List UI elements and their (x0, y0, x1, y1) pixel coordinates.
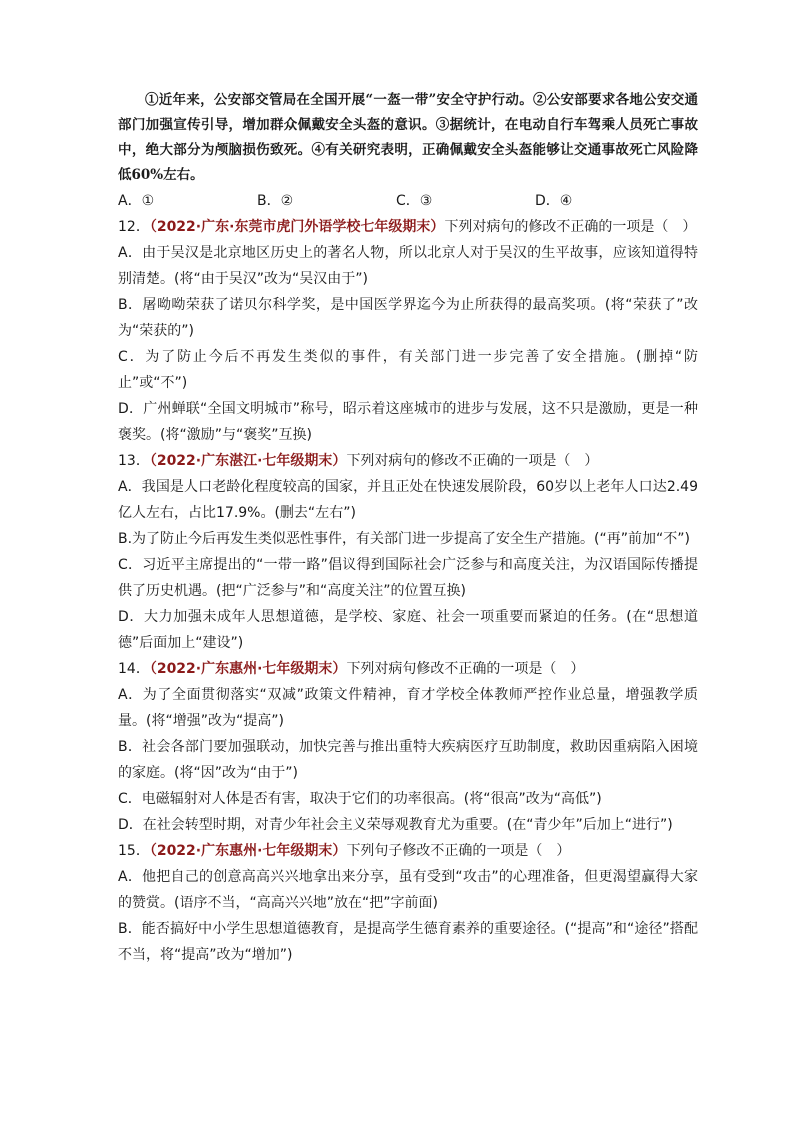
q11-options (118, 188, 698, 214)
option-d: D．大力加强未成年人思想道德，是学校、家庭、社会一项重要而紧迫的任务。(在“思想道德”后面加上“建设”) (118, 609, 698, 651)
question-14 (118, 656, 698, 838)
question-15 (118, 838, 698, 968)
question-source: （2022·广东·东莞市虎门外语学校七年级期末） (149, 219, 445, 235)
q11-option-b: B．② (257, 193, 294, 209)
option-b: B.为了防止今后再发生类似恶性事件，有关部门进一步提高了安全生产措施。(“再”前加“不”) (118, 531, 690, 547)
option-b: B．社会各部门要加强联动，加快完善与推出重特大疾病医疗互助制度，救助因重病陷入困境的家庭。(将“因”改为“由于”) (118, 739, 698, 781)
question-prompt: 下列句子修改不正确的一项是（ ） (346, 843, 571, 859)
question-source: （2022·广东湛江·七年级期末） (149, 453, 347, 469)
question-stem (118, 838, 698, 864)
option-c: C．电磁辐射对人体是否有害，取决于它们的功率很高。(将“很高”改为“高低”) (118, 791, 602, 807)
question-number: 15． (118, 843, 150, 859)
option-a: A．由于吴汉是北京地区历史上的著名人物，所以北京人对于吴汉的生平故事，应该知道得特别清楚。(将“由于吴汉”改为“吴汉由于”) (118, 245, 698, 287)
question-13 (118, 448, 698, 656)
question-prompt: 下列对病句的修改不正确的一项是（ ） (444, 219, 697, 235)
option-b: B．能否搞好中小学生思想道德教育，是提高学生德育素养的重要途径。(“提高”和“途径”搭配不当，将“提高”改为“增加”) (118, 921, 698, 963)
question-number: 14． (118, 661, 150, 677)
option-c: C．为了防止今后不再发生类似的事件，有关部门进一步完善了安全措施。(删掉“防止”或“不”) (118, 349, 698, 391)
option-d: D．广州蝉联“全国文明城市”称号，昭示着这座城市的进步与发展，这不只是激励，更是一种褒奖。(将“激励”与“褒奖”互换) (118, 401, 698, 443)
worksheet-page (118, 88, 698, 968)
question-stem (118, 656, 698, 682)
q11-option-d: D．④ (535, 193, 573, 209)
question-prompt: 下列对病句修改不正确的一项是（ ） (346, 661, 585, 677)
question-prompt: 下列对病句的修改不正确的一项是（ ） (346, 453, 599, 469)
question-stem (118, 214, 698, 240)
q11-option-a: A．① (118, 193, 155, 209)
option-d: D．在社会转型时期，对青少年社会主义荣辱观教育尤为重要。(在“青少年”后加上“进行”) (118, 817, 673, 833)
question-12 (118, 214, 698, 448)
option-b: B．屠呦呦荣获了诺贝尔科学奖，是中国医学界迄今为止所获得的最高奖项。(将“荣获了”改为“荣获的”) (118, 297, 698, 339)
passage-text: ①近年来，公安部交管局在全国开展“一盔一带”安全守护行动。②公安部要求各地公安交通部门加强宣传引导，增加群众佩戴安全头盔的意识。③据统计，在电动自行车驾乘人员死亡事故中，绝大部分为颅脑损伤致死。④有关研究表明，正确佩戴安全头盔能够让交通事故死亡风险降低60%左右。 (118, 92, 698, 183)
question-stem (118, 448, 698, 474)
option-a: A．我国是人口老龄化程度较高的国家，并且正处在快速发展阶段，60岁以上老年人口达2.49亿人左右，占比17.9%。(删去“左右”) (118, 479, 698, 521)
q11-option-c: C．③ (396, 193, 433, 209)
option-c: C．习近平主席提出的“一带一路”倡议得到国际社会广泛参与和高度关注，为汉语国际传播提供了历史机遇。(把“广泛参与”和“高度关注”的位置互换) (118, 557, 698, 599)
option-a: A．为了全面贯彻落实“双减”政策文件精神，育才学校全体教师严控作业总量，增强教学质量。(将“增强”改为“提高”) (118, 687, 698, 729)
question-source: （2022·广东惠州·七年级期末） (149, 661, 347, 677)
question-source: （2022·广东惠州·七年级期末） (149, 843, 347, 859)
question-number: 12． (118, 219, 150, 235)
question-number: 13． (118, 453, 150, 469)
option-a: A．他把自己的创意高高兴兴地拿出来分享，虽有受到“攻击”的心理准备，但更渴望赢得大家的赞赏。(语序不当，“高高兴兴地”放在“把”字前面) (118, 869, 698, 911)
